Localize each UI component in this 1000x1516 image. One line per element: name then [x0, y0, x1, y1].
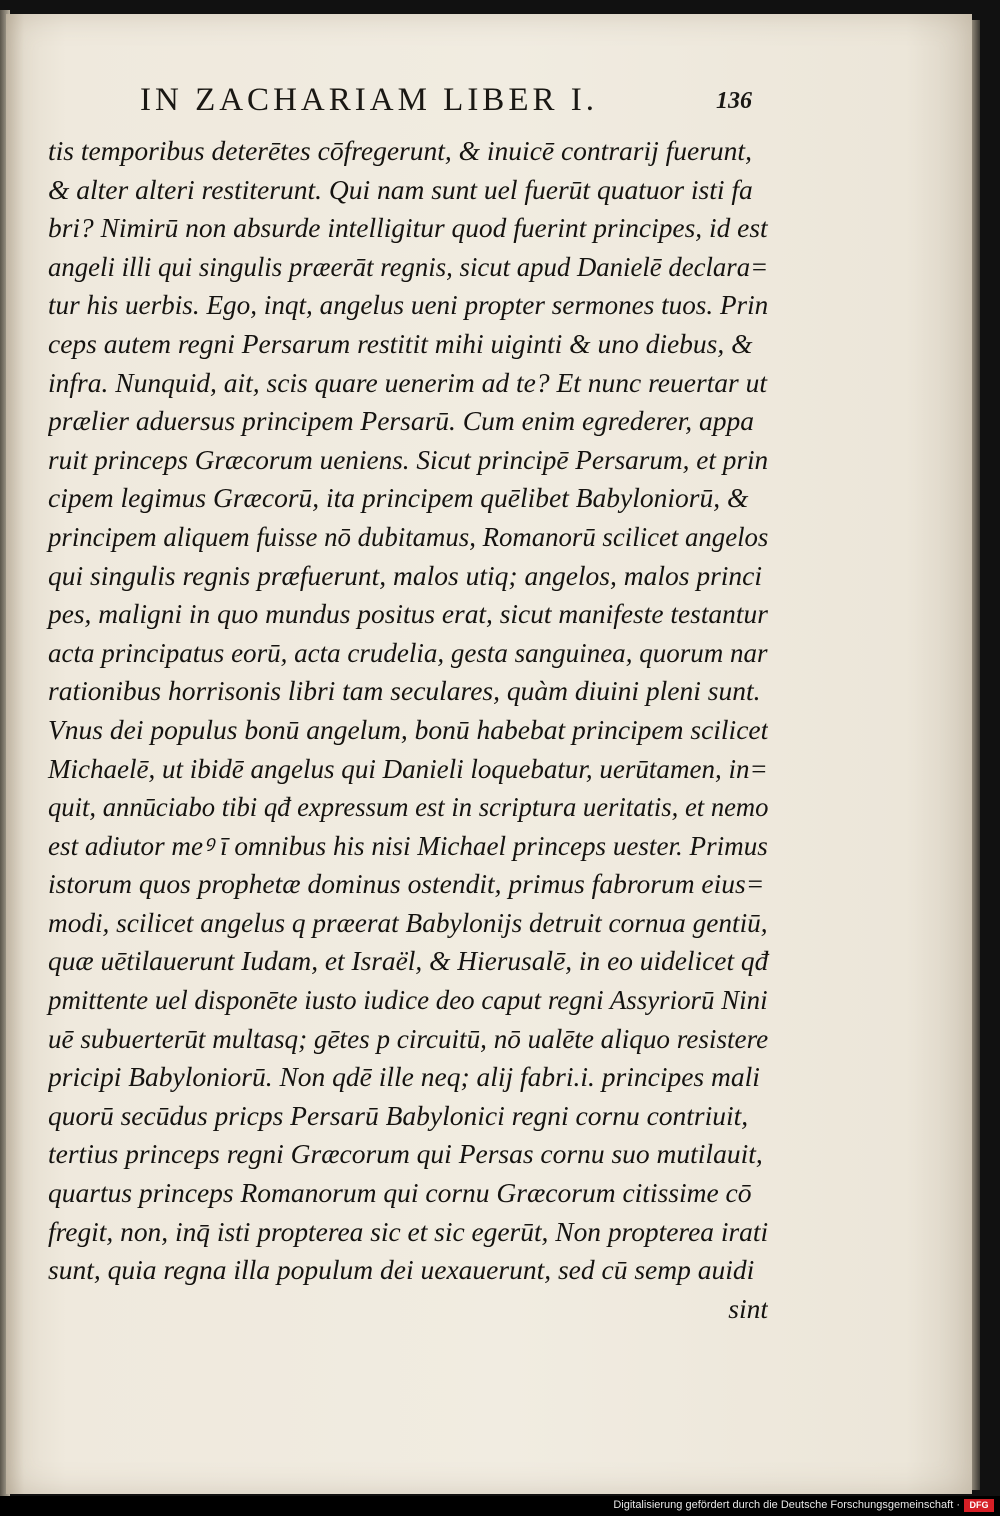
- text-line: modi, scilicet angelus q præerat Babylonijs detruit cornua gentiū,: [48, 906, 768, 938]
- text-line: tis temporibus deterētes cōfregerunt, & inuicē contrarij fuerunt,: [48, 135, 752, 166]
- text-line: quæ uētilauerunt Iudam, et Israël, & Hierusalē, in eo uidelicet qđ: [48, 945, 769, 977]
- text-line: uē subuerterūt multasq; gētes p circuitū, nō ualēte aliquo resistere: [48, 1022, 769, 1054]
- text-line: istorum quos prophetæ dominus ostendit, primus fabrorum eius=: [48, 868, 765, 900]
- text-line: Michaelē, ut ibidē angelus qui Danieli loquebatur, uerūtamen, in=: [48, 752, 768, 784]
- text-line: quorū secūdus pricps Persarū Babylonici regni cornu contriuit,: [48, 1099, 749, 1131]
- text-line: tertius princeps regni Græcorum qui Persas cornu suo mutilauit,: [48, 1138, 763, 1170]
- text-line: pes, maligni in quo mundus positus erat, sicut manifeste testantur: [48, 598, 768, 630]
- text-line: angeli illi qui singulis præerāt regnis, sicut apud Danielē declara=: [48, 250, 769, 282]
- text-line: Vnus dei populus bonū angelum, bonū habebat principem scilicet: [48, 713, 768, 745]
- funding-credit: Digitalisierung gefördert durch die Deutsche Forschungsgemeinschaft ·: [613, 1499, 960, 1511]
- text-line: principem aliquem fuisse nō dubitamus, Romanorū scilicet angelos: [48, 520, 769, 552]
- page-number: 136: [716, 88, 752, 114]
- text-line: quit, annūciabo tibi qđ expressum est in scriptura ueritatis, et nemo: [48, 791, 769, 823]
- text-line: cipem legimus Græcorū, ita principem quēlibet Babyloniorū, &: [48, 482, 749, 514]
- catchword: sint: [728, 1292, 768, 1324]
- body-text: [48, 132, 768, 1328]
- dfg-logo: DFG: [964, 1499, 994, 1512]
- text-line: fregit, non, inq̄ isti propterea sic et sic egerūt, Non propterea irati: [48, 1215, 769, 1247]
- page-right-edge: [972, 20, 980, 1490]
- running-title: IN ZACHARIAM LIBER I.: [140, 82, 598, 118]
- footer-bar: [0, 1496, 1000, 1516]
- text-line: pmittente uel disponēte iusto iudice deo caput regni Assyriorū Nini: [48, 984, 768, 1016]
- text-line: & alter alteri restiterunt. Qui nam sunt uel fuerūt quatuor isti fa: [48, 173, 753, 205]
- text-line: qui singulis regnis præfuerunt, malos utiq; angelos, malos princi: [48, 559, 763, 591]
- text-line: tur his uerbis. Ego, inqt, angelus ueni propter sermones tuos. Prin: [48, 289, 769, 321]
- text-line: sunt, quia regna illa populum dei uexauerunt, sed cū semp auidi: [48, 1254, 755, 1286]
- text-line: rationibus horrisonis libri tam seculares, quàm diuini pleni sunt.: [48, 675, 761, 707]
- text-line: quartus princeps Romanorum qui cornu Græcorum citissime cō: [48, 1177, 752, 1209]
- text-line: bri? Nimirū non absurde intelligitur quod fuerint principes, id est: [48, 212, 768, 244]
- text-line: prælier aduersus principem Persarū. Cum enim egrederer, appa: [48, 405, 755, 437]
- text-line: acta principatus eorū, acta crudelia, gesta sanguinea, quorum nar: [48, 636, 768, 668]
- text-line: ceps autem regni Persarum restitit mihi uiginti & uno diebus, &: [48, 327, 753, 359]
- text-line: ruit princeps Græcorum ueniens. Sicut principē Persarum, et prin: [48, 443, 769, 475]
- running-header: [140, 82, 760, 126]
- text-line: pricipi Babyloniorū. Non qdē ille neq; alij fabri.i. principes mali: [48, 1061, 760, 1093]
- text-line: est adiutor meꝰ ī omnibus his nisi Michael princeps uester. Primus: [48, 829, 768, 861]
- text-line: infra. Nunquid, ait, scis quare uenerim ad te? Et nunc reuertar ut: [48, 366, 768, 398]
